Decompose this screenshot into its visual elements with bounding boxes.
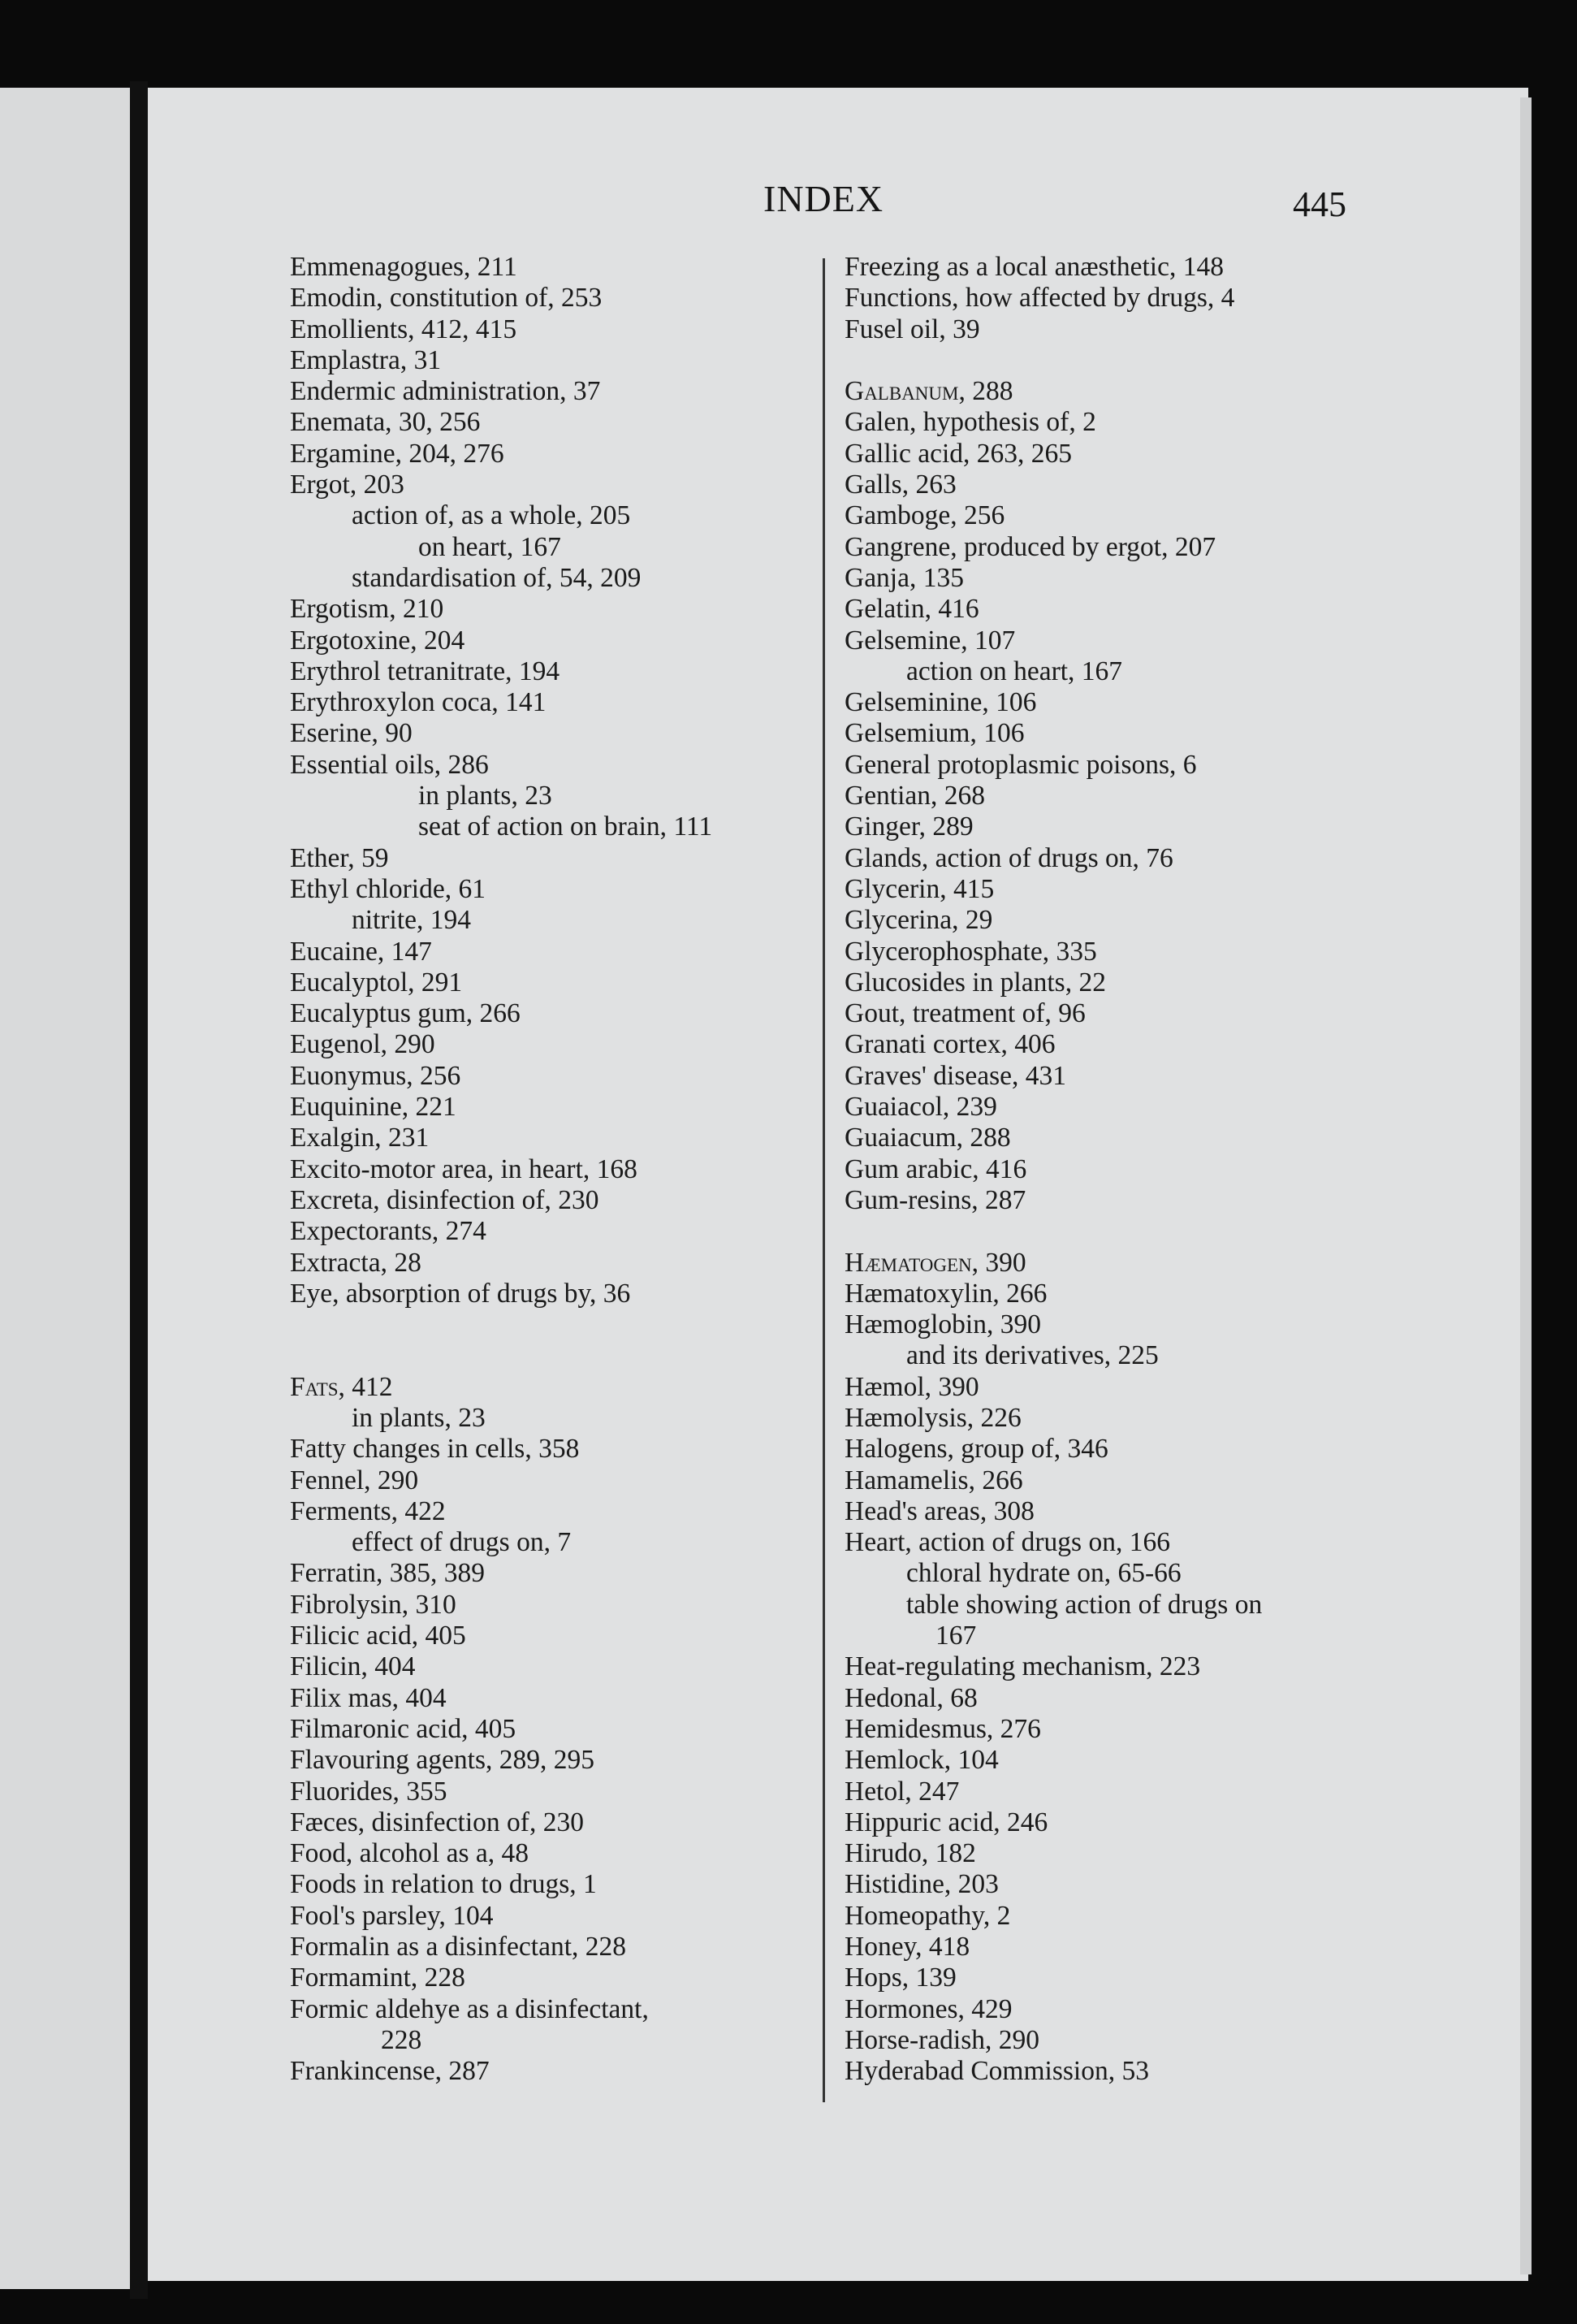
index-entry: Hirudo, 182 — [845, 1838, 976, 1869]
index-entry: Hedonal, 68 — [845, 1682, 978, 1713]
index-entry: Emplastra, 31 — [290, 344, 442, 375]
index-entry: in plants, 23 — [418, 781, 552, 811]
index-entry: Glycerophosphate, 335 — [845, 936, 1097, 967]
index-entry: Fats, 412 — [290, 1371, 393, 1402]
index-entry: Exalgin, 231 — [290, 1123, 430, 1153]
index-entry: Hæmolysis, 226 — [845, 1402, 1022, 1433]
index-entry: Glucosides in plants, 22 — [845, 967, 1106, 998]
index-entry: in plants, 23 — [352, 1402, 486, 1433]
index-entry: Heat-regulating mechanism, 223 — [845, 1651, 1201, 1682]
index-entry: Ginger, 289 — [845, 811, 974, 842]
index-entry: Formic aldehye as a disinfectant, — [290, 1993, 649, 2024]
index-entry: Hetol, 247 — [845, 1776, 960, 1807]
index-entry: Honey, 418 — [845, 1932, 970, 1963]
index-entry: and its derivatives, 225 — [906, 1340, 1159, 1371]
index-entry: Filmaronic acid, 405 — [290, 1713, 516, 1744]
index-entry: action on heart, 167 — [906, 656, 1123, 686]
page-number: 445 — [1293, 184, 1346, 224]
index-entry: Hæmatogen, 390 — [845, 1247, 1026, 1278]
index-entry: Ganja, 135 — [845, 562, 964, 593]
index-entry: Food, alcohol as a, 48 — [290, 1838, 529, 1869]
index-entry: Eucaine, 147 — [290, 936, 432, 967]
index-entry: Hæmoglobin, 390 — [845, 1309, 1041, 1340]
index-entry: Hormones, 429 — [845, 1993, 1013, 2024]
section-gap — [290, 1340, 801, 1371]
index-entry: Hamamelis, 266 — [845, 1465, 1023, 1495]
index-entry: Hemidesmus, 276 — [845, 1713, 1041, 1744]
index-entry: Formalin as a disinfectant, 228 — [290, 1932, 627, 1963]
index-entry: 167 — [935, 1621, 977, 1651]
index-entry: Essential oils, 286 — [290, 749, 489, 780]
index-entry: Extracta, 28 — [290, 1247, 421, 1278]
index-entry: Excreta, disinfection of, 230 — [290, 1184, 599, 1215]
index-entry: Guaiacum, 288 — [845, 1123, 1011, 1153]
index-entry: Freezing as a local anæsthetic, 148 — [845, 252, 1224, 282]
facing-page-edge — [0, 88, 136, 2289]
index-entry: Emollients, 412, 415 — [290, 314, 517, 344]
index-entry: Hops, 139 — [845, 1963, 957, 1993]
index-entry: Enemata, 30, 256 — [290, 407, 481, 438]
section-gap — [845, 1216, 1364, 1247]
index-entry: Excito-motor area, in heart, 168 — [290, 1153, 637, 1184]
index-entry: Ergot, 203 — [290, 470, 404, 500]
column-divider — [823, 258, 825, 2102]
index-entry: Hæmatoxylin, 266 — [845, 1278, 1048, 1309]
index-entry: Foods in relation to drugs, 1 — [290, 1869, 597, 1900]
book-gutter — [130, 81, 148, 2299]
index-entry: Histidine, 203 — [845, 1869, 999, 1900]
index-entry: Filix mas, 404 — [290, 1682, 447, 1713]
index-entry: Fluorides, 355 — [290, 1776, 447, 1807]
index-entry: Gamboge, 256 — [845, 500, 1005, 531]
index-entry: Hæmol, 390 — [845, 1371, 979, 1402]
index-entry: Glycerina, 29 — [845, 905, 993, 936]
index-entry: Hemlock, 104 — [845, 1745, 999, 1776]
index-entry: Functions, how affected by drugs, 4 — [845, 283, 1235, 314]
index-entry: Gelatin, 416 — [845, 594, 979, 625]
index-entry: nitrite, 194 — [352, 905, 472, 936]
index-entry: Galls, 263 — [845, 470, 957, 500]
index-entry: Graves' disease, 431 — [845, 1060, 1067, 1091]
index-entry: Ergotoxine, 204 — [290, 625, 465, 656]
index-column-right — [845, 252, 1364, 2088]
index-entry: effect of drugs on, 7 — [352, 1527, 572, 1558]
index-entry: Ergotism, 210 — [290, 594, 444, 625]
index-entry: Eserine, 90 — [290, 718, 413, 749]
page-edge-shadow — [1520, 97, 1532, 2274]
index-column-left — [290, 252, 801, 2088]
index-entry: chloral hydrate on, 65-66 — [906, 1558, 1182, 1589]
index-entry: Ferratin, 385, 389 — [290, 1558, 486, 1589]
index-entry: Hyderabad Commission, 53 — [845, 2056, 1149, 2087]
index-entry: Gelsemium, 106 — [845, 718, 1025, 749]
index-entry: Horse-radish, 290 — [845, 2024, 1040, 2055]
index-entry: Ethyl chloride, 61 — [290, 873, 486, 904]
index-entry: General protoplasmic poisons, 6 — [845, 749, 1197, 780]
index-entry: Emmenagogues, 211 — [290, 252, 517, 282]
index-entry: Fennel, 290 — [290, 1465, 419, 1495]
index-entry: Euquinine, 221 — [290, 1092, 456, 1123]
index-entry: Emodin, constitution of, 253 — [290, 283, 603, 314]
index-entry: Filicic acid, 405 — [290, 1621, 466, 1651]
index-entry: Gangrene, produced by ergot, 207 — [845, 531, 1216, 562]
index-entry: Eucalyptol, 291 — [290, 967, 463, 998]
index-entry: Gum arabic, 416 — [845, 1153, 1027, 1184]
index-entry: Fatty changes in cells, 358 — [290, 1434, 580, 1465]
index-entry: Euonymus, 256 — [290, 1060, 461, 1091]
index-entry: Expectorants, 274 — [290, 1216, 486, 1247]
index-entry: Fæces, disinfection of, 230 — [290, 1807, 584, 1837]
index-entry: Gentian, 268 — [845, 781, 986, 811]
index-entry: Filicin, 404 — [290, 1651, 416, 1682]
index-entry: 228 — [381, 2024, 422, 2055]
index-entry: Heart, action of drugs on, 166 — [845, 1527, 1170, 1558]
page-title: INDEX — [763, 178, 884, 219]
index-entry: Homeopathy, 2 — [845, 1900, 1011, 1931]
index-entry: Gallic acid, 263, 265 — [845, 438, 1073, 469]
index-entry: Eye, absorption of drugs by, 36 — [290, 1278, 631, 1309]
section-gap — [845, 345, 1364, 376]
index-entry: Fusel oil, 39 — [845, 314, 980, 344]
index-entry: Gum-resins, 287 — [845, 1184, 1026, 1215]
index-entry: Granati cortex, 406 — [845, 1029, 1056, 1060]
index-entry: on heart, 167 — [418, 531, 561, 562]
index-entry: Glycerin, 415 — [845, 873, 995, 904]
index-entry: Galen, hypothesis of, 2 — [845, 407, 1096, 438]
index-entry: Erythroxylon coca, 141 — [290, 687, 547, 718]
index-entry: Gelseminine, 106 — [845, 687, 1037, 718]
index-entry: Gelsemine, 107 — [845, 625, 1016, 656]
index-entry: Formamint, 228 — [290, 1963, 465, 1993]
index-entry: Fibrolysin, 310 — [290, 1589, 456, 1620]
index-entry: table showing action of drugs on — [906, 1589, 1263, 1620]
index-entry: Halogens, group of, 346 — [845, 1434, 1108, 1465]
index-entry: Frankincense, 287 — [290, 2056, 490, 2087]
index-entry: Ferments, 422 — [290, 1495, 446, 1526]
index-entry: Head's areas, 308 — [845, 1495, 1035, 1526]
index-entry: standardisation of, 54, 209 — [352, 562, 642, 593]
index-entry: Gout, treatment of, 96 — [845, 998, 1086, 1029]
index-entry: Hippuric acid, 246 — [845, 1807, 1048, 1837]
index-entry: Ether, 59 — [290, 842, 389, 873]
section-gap — [290, 1309, 801, 1340]
index-entry: Ergamine, 204, 276 — [290, 438, 504, 469]
index-entry: Endermic administration, 37 — [290, 376, 601, 407]
index-entry: Erythrol tetranitrate, 194 — [290, 656, 560, 686]
index-entry: Eugenol, 290 — [290, 1029, 435, 1060]
index-entry: seat of action on brain, 111 — [418, 811, 713, 842]
index-entry: Eucalyptus gum, 266 — [290, 998, 521, 1029]
index-entry: Flavouring agents, 289, 295 — [290, 1745, 594, 1776]
index-entry: Fool's parsley, 104 — [290, 1900, 494, 1931]
index-entry: Guaiacol, 239 — [845, 1092, 997, 1123]
index-entry: action of, as a whole, 205 — [352, 500, 631, 531]
index-entry: Glands, action of drugs on, 76 — [845, 842, 1173, 873]
index-entry: Galbanum, 288 — [845, 376, 1013, 407]
